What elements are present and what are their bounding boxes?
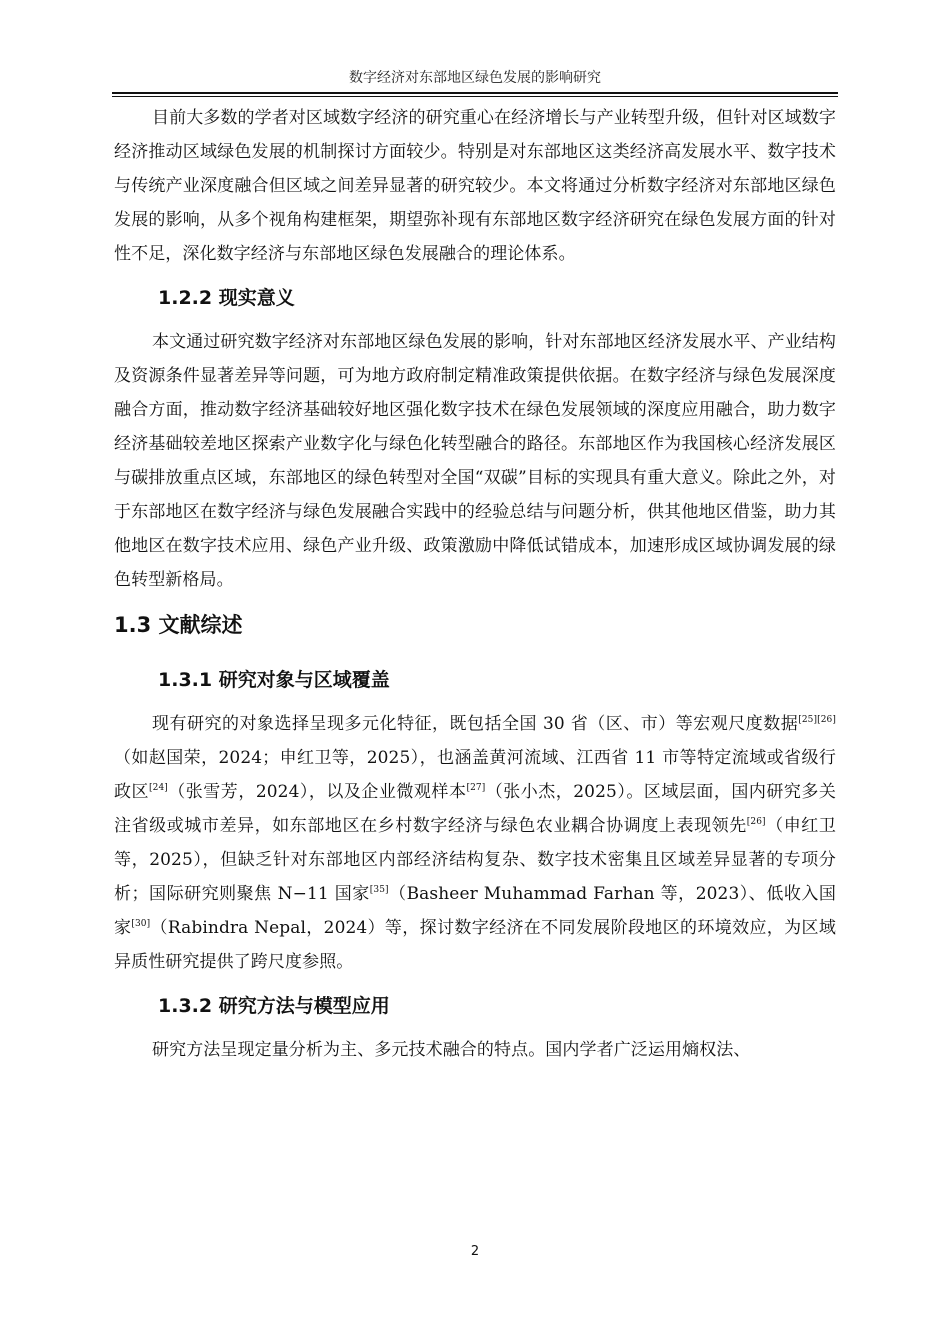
paragraph-research-objects xyxy=(114,707,836,979)
citation-ref: [25][26] xyxy=(798,715,836,725)
text-run: 现有研究的对象选择呈现多元化特征，既包括全国 30 省（区、市）等宏观尺度数据 xyxy=(152,714,799,734)
section-heading-1-3-2: 1.3.2 研究方法与模型应用 xyxy=(158,995,390,1017)
text-run: （张雪芳，2024），以及企业微观样本 xyxy=(167,782,467,802)
citation-ref: [35] xyxy=(369,885,389,895)
section-heading-1-3: 1.3 文献综述 xyxy=(114,613,243,637)
citation-ref: [26] xyxy=(746,817,766,827)
paragraph-practical-significance: 本文通过研究数字经济对东部地区绿色发展的影响，针对东部地区经济发展水平、产业结构及资源条件显著差异等问题，可为地方政府制定精准政策提供依据。在数字经济与绿色发展深度融合方面，推动数字经济基础较好地区强化数字技术在绿色发展领域的深度应用融合，助力数字经济基础较差地区探索产业数字化与绿色化转型融合的路径。东部地区作为我国核心经济发展区与碳排放重点区域，东部地区的绿色转型对全国“双碳”目标的实现具有重大意义。除此之外，对于东部地区在数字经济与绿色发展融合实践中的经验总结与问题分析，供其他地区借鉴，助力其他地区在数字技术应用、绿色产业升级、政策激励中降低试错成本，加速形成区域协调发展的绿色转型新格局。 xyxy=(114,332,836,590)
header-rule-thin xyxy=(112,96,838,97)
paragraph-research-methods: 研究方法呈现定量分析为主、多元技术融合的特点。国内学者广泛运用熵权法、 xyxy=(152,1040,751,1060)
page-body xyxy=(114,101,836,1067)
text-run: （张小杰，2025）。区域层面，国内研究多关注省级或城市差异，如东部地区在乡村数字经济与绿色农业耦合协调度上表现领先 xyxy=(114,782,836,836)
page-number: 2 xyxy=(470,1244,480,1259)
paragraph-research-gap: 目前大多数的学者对区域数字经济的研究重心在经济增长与产业转型升级，但针对区域数字经济推动区域绿色发展的机制探讨方面较少。特别是对东部地区这类经济高发展水平、数字技术与传统产业深度融合但区域之间差异显著的研究较少。本文将通过分析数字经济对东部地区绿色发展的影响，从多个视角构建框架，期望弥补现有东部地区数字经济研究在绿色发展方面的针对性不足，深化数字经济与东部地区绿色发展融合的理论体系。 xyxy=(114,108,836,264)
running-header: 数字经济对东部地区绿色发展的影响研究 xyxy=(349,70,601,86)
citation-ref: [30] xyxy=(131,919,151,929)
text-run: （如赵国荣，2024；申红卫等，2025），也涵盖黄河流域、江西省 11 市等特定流域或省级行政区 xyxy=(114,748,836,802)
text-run: （申红卫等，2025），但缺乏针对东部地区内部经济结构复杂、数字技术密集且区域差异显著的专项分析；国际研究则聚焦 N−11 国家 xyxy=(114,816,836,904)
header-rule-thick xyxy=(112,92,838,94)
citation-ref: [27] xyxy=(466,783,486,793)
section-heading-1-2-2: 1.2.2 现实意义 xyxy=(158,287,295,309)
citation-ref: [24] xyxy=(149,783,168,793)
text-run: （Rabindra Nepal，2024）等，探讨数字经济在不同发展阶段地区的环境效应，为区域异质性研究提供了跨尺度参照。 xyxy=(114,918,836,972)
section-heading-1-3-1: 1.3.1 研究对象与区域覆盖 xyxy=(158,669,390,691)
text-run: （Basheer Muhammad Farhan 等，2023）、低收入国家 xyxy=(114,884,836,938)
